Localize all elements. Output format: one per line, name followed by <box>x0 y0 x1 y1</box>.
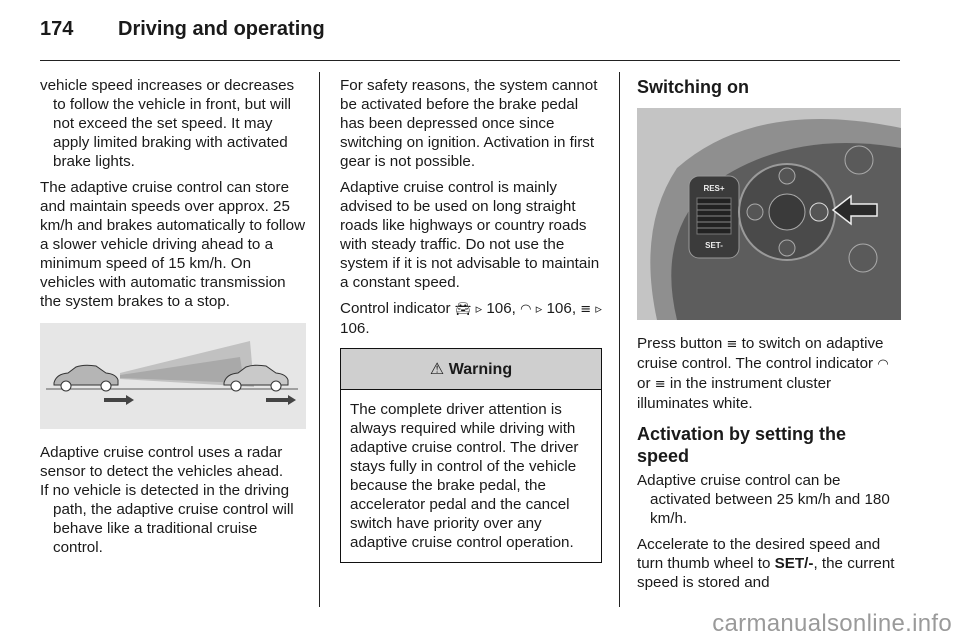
steering-wheel-illustration <box>637 108 901 320</box>
column-1 <box>40 76 306 564</box>
keyword: SET/- <box>774 555 814 572</box>
paragraph-text: , the current speed is stored and <box>637 555 895 591</box>
car-following-icon <box>54 365 118 391</box>
column-divider <box>619 72 620 607</box>
adaptive-cruise-indicator-icon: ≡ <box>654 377 666 392</box>
direction-arrow-icon <box>104 395 296 405</box>
cruise-indicator-icon: ◠ <box>877 357 889 372</box>
page-reference: 106, <box>546 300 577 317</box>
adaptive-cruise-button-icon: ≡ <box>726 337 738 352</box>
warning-body: The complete driver attention is always required while driving with adaptive cruise control. The driver stays fully in control of the vehicle because the brake pedal, the accelerator pedal and the cancel switch have priority over any adaptive cruise control operation. <box>350 401 579 551</box>
column-divider <box>319 72 320 607</box>
page-reference-arrow-icon: ▹ <box>595 302 602 317</box>
page-reference: 106, <box>486 300 516 317</box>
column-3 <box>637 76 901 599</box>
cruise-indicator-icon: ◠ <box>520 302 532 317</box>
paragraph: If no vehicle is detected in the driving path, the adaptive cruise control will behave like a traditional cruise control. <box>40 482 294 556</box>
paragraph: The adaptive cruise control can store and maintain speeds over approx. 25 km/h and brakes automatically to follow a slower vehicle driving ahead to a minimum speed of 15 km/h. On vehicles with automatic transmission the system brakes to a stop. <box>40 179 306 310</box>
paragraph <box>637 334 901 413</box>
car-indicator-icon: 🚘︎ <box>454 302 472 317</box>
subheading: Activation by setting the speed <box>637 424 847 466</box>
warning-box <box>340 348 602 563</box>
warning-triangle-icon: ⚠ <box>429 359 445 378</box>
watermark: carmanualsonline.info <box>712 610 952 637</box>
paragraph-text: in the instrument cluster illuminates white. <box>637 375 832 412</box>
paragraph: Adaptive cruise control can be activated between 25 km/h and 180 km/h. <box>637 472 890 527</box>
header-rule <box>40 60 900 61</box>
section-title: Driving and operating <box>118 18 325 40</box>
paragraph: For safety reasons, the system cannot be activated before the brake pedal has been depressed once since switching on ignition. Activation in first gear is not possible. <box>340 77 598 170</box>
paragraph-text: to switch on adaptive cruise control. The control indicator <box>637 335 884 372</box>
adaptive-cruise-indicator-icon: ≡ <box>580 302 592 317</box>
paragraph <box>340 299 602 338</box>
paragraph: vehicle speed increases or decreases to follow the vehicle in front, but will not exceed the set speed. It may apply limited braking with activated brake lights. <box>40 77 295 170</box>
paragraph-text: Control indicator <box>340 300 451 317</box>
page-number: 174 <box>40 18 74 40</box>
radar-cars-figure <box>40 323 306 429</box>
paragraph-text: Accelerate to the desired speed and turn thumb wheel to <box>637 536 881 572</box>
radar-illustration <box>40 323 306 429</box>
paragraph-text: or <box>637 375 651 392</box>
warning-header <box>341 349 601 390</box>
res-label: RES+ <box>703 184 725 193</box>
page-header <box>40 18 325 48</box>
paragraph <box>637 535 901 592</box>
page-reference-arrow-icon: ▹ <box>475 302 483 317</box>
page-reference-arrow-icon: ▹ <box>535 302 543 317</box>
column-2 <box>340 76 602 563</box>
steering-wheel-controls-figure <box>637 108 901 320</box>
paragraph-text: Press button <box>637 335 723 352</box>
page-reference: 106. <box>340 320 370 337</box>
subheading: Switching on <box>637 77 749 97</box>
warning-title: Warning <box>448 361 513 378</box>
set-label: SET- <box>705 241 723 250</box>
paragraph: Adaptive cruise control is mainly advised to be used on long straight roads like highways or country roads with steady traffic. Do not use the system if it is not advisable to maintain a constant speed. <box>340 179 600 291</box>
paragraph: Adaptive cruise control uses a radar sensor to detect the vehicles ahead. <box>40 444 284 480</box>
